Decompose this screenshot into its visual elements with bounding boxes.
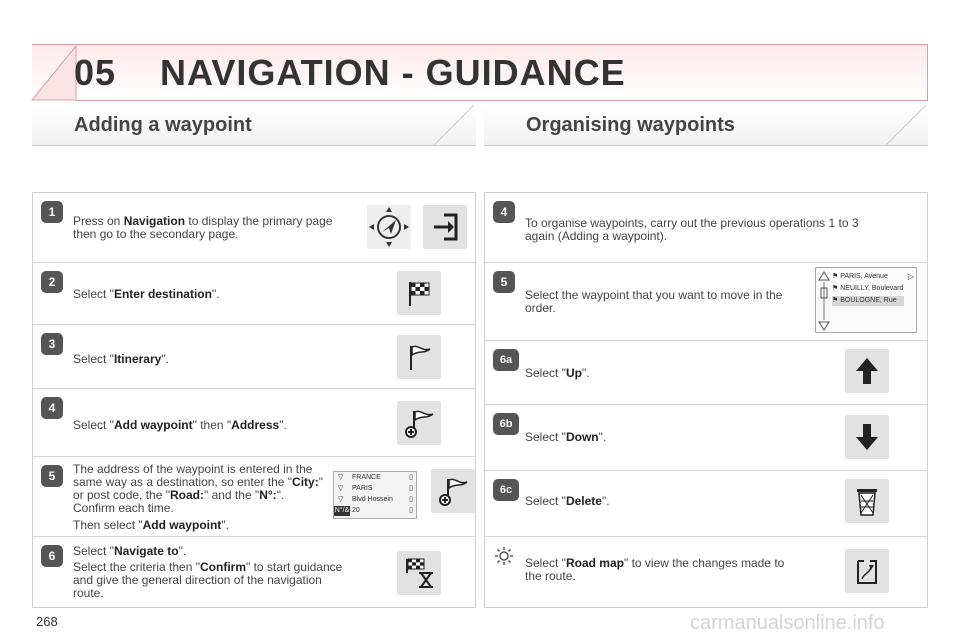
step-row [485,537,927,609]
step-text: Select "Delete". [525,494,610,508]
left-steps-panel [32,192,476,608]
header-rule [76,100,928,101]
navigate-to-icon [397,551,441,595]
arrow-down-icon [845,415,889,459]
form-row: ▽ FRANCE ▯ [338,474,413,481]
form-row: N°/& 20 ▯ [334,507,413,514]
step-text: Select "Down". [525,430,607,444]
step-text: Select "Add waypoint" then "Address". [73,418,287,432]
right-section-heading [484,104,928,146]
list-scrollbar [818,270,830,332]
page-title: NAVIGATION - GUIDANCE [160,52,626,93]
waypoint-list-thumbnail [815,267,917,333]
step-row [485,341,927,405]
step-badge: 6b [493,413,519,435]
step-text: Select "Up". [525,366,590,380]
step-badge: 5 [493,271,515,293]
step-badge: 6c [493,479,519,501]
step-text: To organise waypoints, carry out the previous operations 1 to 3 again (Adding a waypoint). [525,216,859,243]
watermark: carmanualsonline.info [690,612,885,634]
settings-icon [493,545,515,567]
step-row [485,193,927,263]
step-badge: 5 [41,465,63,487]
step-text: Select "Itinerary". [73,352,169,366]
step-badge: 4 [493,201,515,223]
step-row [33,537,475,609]
step-text: Select "Road map" to view the changes made to the route. [525,556,785,583]
step-row [485,471,927,537]
page-number: 268 [36,614,58,629]
step-row [33,263,475,325]
step-row [33,389,475,457]
step-badge: 4 [41,397,63,419]
left-section-title: Adding a waypoint [74,114,252,136]
waypoint-list-item: ⚑ NEUILLY, Boulevard [832,285,904,292]
step-text: Select the waypoint that you want to move in the order. [525,288,783,315]
step-badge: 6a [493,349,519,371]
step-text: Select "Navigate to". Select the criteria then "Confirm" to start guidance and give the general direction of the navigation route. [73,544,343,600]
right-steps-panel [484,192,928,608]
step-row [485,405,927,471]
step-badge: 6 [41,545,63,567]
step-badge: 2 [41,271,63,293]
flag-icon [397,335,441,379]
waypoint-list-item: ⚑ PARIS, Avenue [832,273,888,280]
step-text: Select "Enter destination". [73,287,220,301]
page-return-icon [423,205,467,249]
chevron-right-icon: ▷ [907,272,914,281]
arrow-up-icon [845,349,889,393]
step-row [33,457,475,537]
step-text: The address of the waypoint is entered in the same way as a destination, so enter the "City:" or post code, the "Road:" and the "N°:". Confirm each time. Then select "Add waypoint". [73,462,323,532]
header-corner-accent [30,44,80,102]
address-form-thumbnail [333,471,417,519]
road-map-icon [845,549,889,593]
add-waypoint-flag-icon [397,401,441,445]
form-row: ▽ PARIS ▯ [338,485,413,492]
checkered-flag-icon [397,271,441,315]
waypoint-list-item: ⚑ BOULOGNE, Rue [832,296,904,306]
right-section-title: Organising waypoints [526,114,735,136]
step-row [33,193,475,263]
step-badge: 3 [41,333,63,355]
step-row [33,325,475,389]
add-waypoint-flag-icon [431,469,475,513]
step-badge: 1 [41,201,63,223]
trash-icon [845,479,889,523]
navigation-icon [367,205,411,249]
form-row: ▽ Blvd Hossein ▯ [338,496,413,503]
step-row [485,263,927,341]
left-section-heading [32,104,476,146]
chapter-number: 05 [74,52,117,93]
step-text: Press on Navigation to display the primary page then go to the secondary page. [73,214,333,241]
